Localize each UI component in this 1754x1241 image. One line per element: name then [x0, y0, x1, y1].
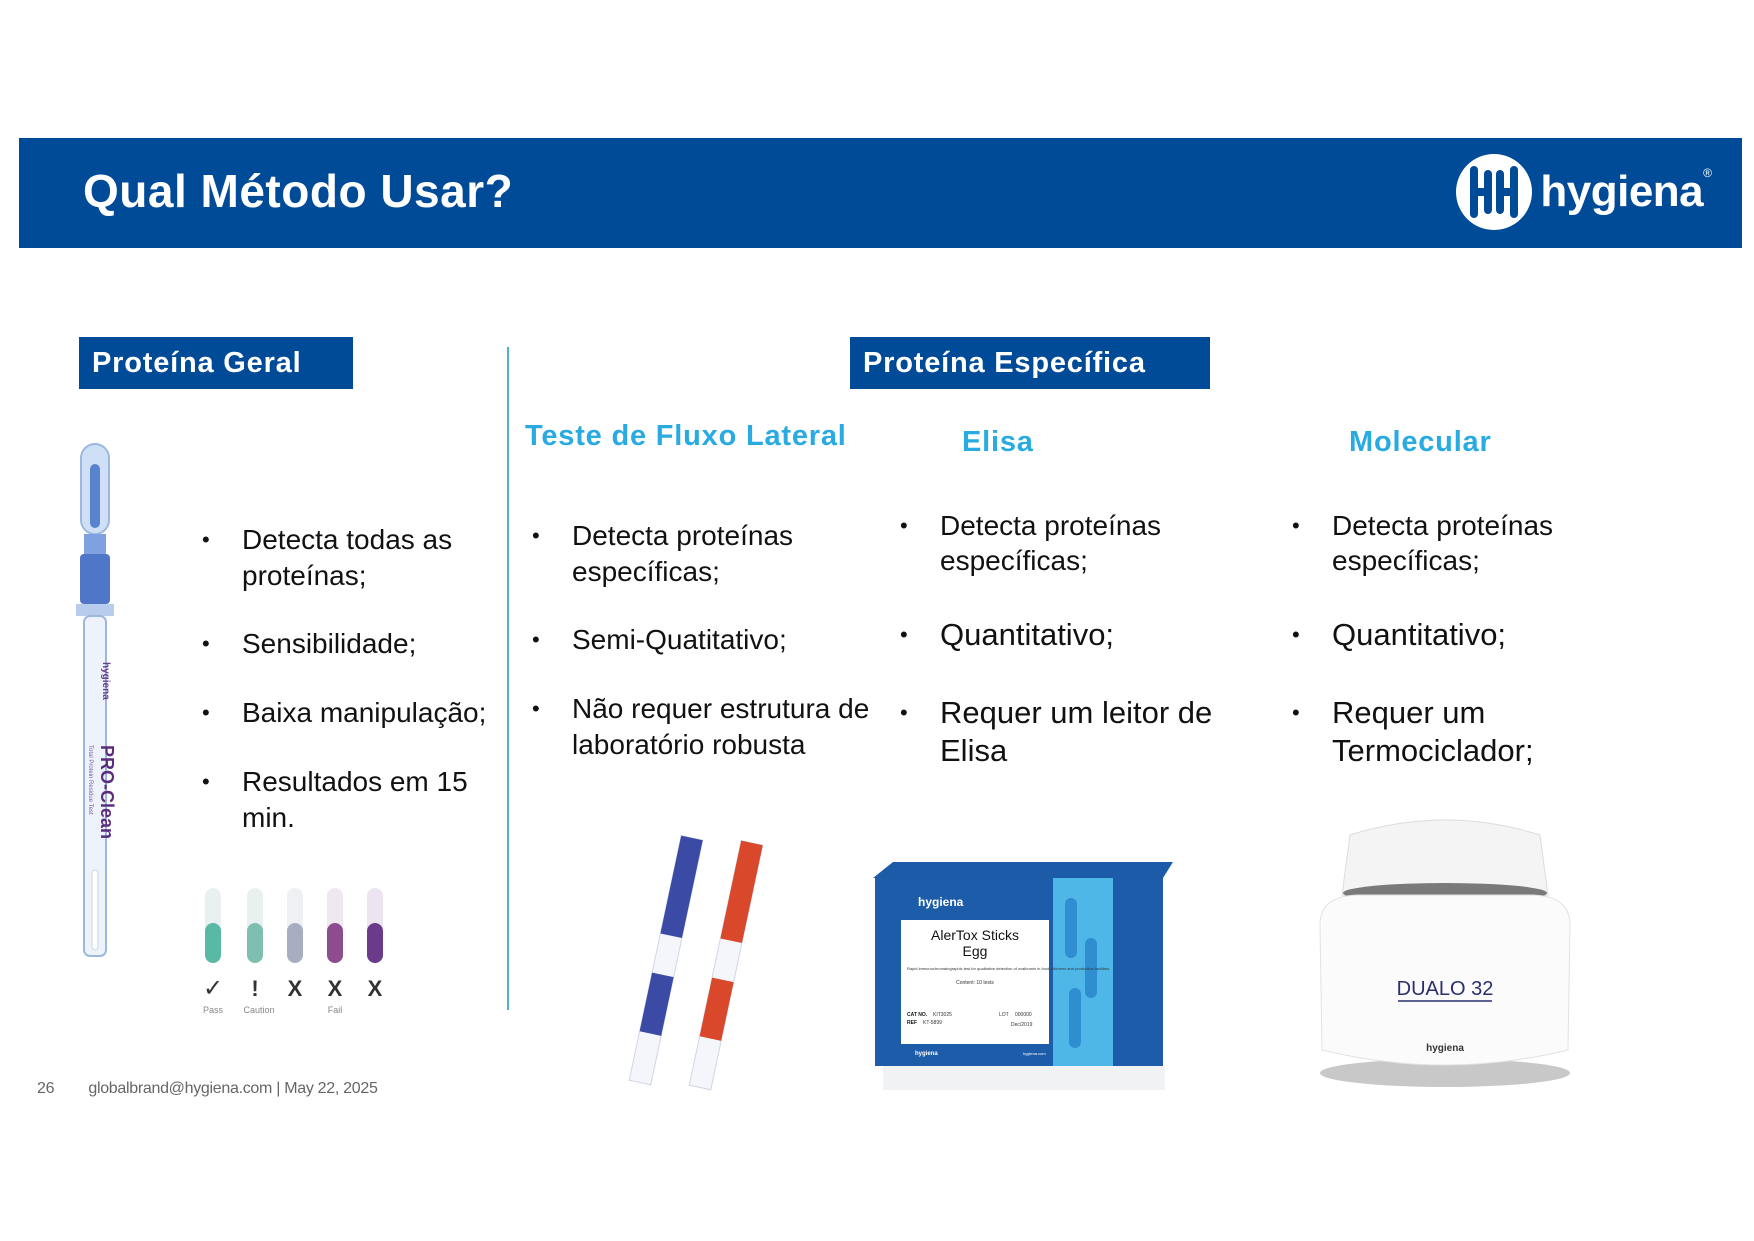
swab-product-text: PRO-Clean: [97, 745, 117, 840]
kit-description: Rapid immunochromatographic test for qualitative detection of ovalbumin in food, kitchens and production facilities.: [907, 966, 1111, 971]
lateral-flow-bullets: [532, 518, 872, 763]
elisa-bullets: [900, 508, 1260, 770]
bullet-item: • Quantitativo;: [900, 616, 1260, 654]
bullet-item: • Detecta todas as proteínas;: [202, 522, 502, 594]
dualo-32-device-image: [1310, 815, 1580, 1090]
logo-wordmark: hygiena: [1540, 167, 1704, 216]
alertox-kit-box-image: [873, 858, 1173, 1093]
heading-lateral-flow: Teste de Fluxo Lateral: [525, 420, 847, 452]
tube-label-pass: Pass: [202, 1005, 224, 1015]
molecular-bullets: [1292, 508, 1632, 770]
footer-text: globalbrand@hygiena.com | May 22, 2025: [88, 1080, 378, 1097]
device-name-text: DUALO 32: [1396, 978, 1494, 1000]
title-banner: [19, 138, 1742, 248]
kit-cat-value: KIT3025: [933, 1012, 952, 1018]
page-number: 26: [37, 1080, 55, 1097]
bullet-item: • Detecta proteínas específicas;: [900, 508, 1260, 578]
tube-mark-pass: ✓: [202, 975, 224, 1002]
bullet-item: • Requer um Termociclador;: [1292, 694, 1632, 770]
kit-content: Content: 10 tests: [956, 980, 994, 986]
swab-brand-text: hygiena: [100, 662, 111, 700]
section-tag-specific: Proteína Específica: [850, 337, 1210, 389]
hygiena-logo: [1454, 152, 1712, 232]
result-tubes-image: [185, 888, 430, 1018]
kit-footer-url: hygiena.com: [1023, 1051, 1046, 1056]
kit-name-line1: AlerTox Sticks: [931, 927, 1019, 943]
tube-mark-fail-2: X: [327, 976, 343, 1001]
kit-lot-value: 000000: [1015, 1012, 1032, 1018]
kit-ref-label: REF: [907, 1020, 917, 1026]
kit-cat-label: CAT NO.: [907, 1012, 928, 1018]
kit-lot-label: LOT: [999, 1012, 1009, 1018]
hygiena-logo-icon: [1454, 152, 1534, 232]
slide-footer: [37, 1080, 378, 1098]
tube-mark-caution: !: [251, 976, 259, 1001]
bullet-item: • Detecta proteínas específicas;: [1292, 508, 1632, 578]
registered-mark: ®: [1703, 166, 1712, 180]
kit-name-line2: Egg: [962, 943, 988, 959]
page-title: Qual Método Usar?: [83, 165, 514, 217]
device-brand-text: hygiena: [1426, 1043, 1464, 1054]
bullet-item: • Sensibilidade;: [202, 626, 502, 662]
tube-mark-fail-1: X: [287, 976, 303, 1001]
bullet-item: • Não requer estrutura de laboratório robusta: [532, 691, 872, 763]
bullet-item: • Resultados em 15 min.: [202, 764, 502, 836]
bullet-item: • Semi-Quatitativo;: [532, 622, 872, 658]
kit-footer-brand: hygiena: [915, 1051, 938, 1057]
heading-elisa: Elisa: [962, 426, 1034, 458]
pro-clean-swab-image: [70, 440, 130, 970]
kit-brand-text: hygiena: [918, 895, 964, 909]
kit-expiry: Dec/2019: [1011, 1022, 1033, 1028]
section-tag-general: Proteína Geral: [79, 337, 353, 389]
column-divider: [507, 347, 509, 1010]
general-bullets: [202, 522, 502, 836]
bullet-item: • Requer um leitor de Elisa: [900, 694, 1260, 770]
bullet-item: • Quantitativo;: [1292, 616, 1632, 654]
kit-ref-value: KT-5899: [923, 1020, 942, 1026]
bullet-item: • Baixa manipulação;: [202, 695, 502, 731]
tube-label-fail: Fail: [327, 1005, 343, 1015]
tube-mark-fail-3: X: [367, 976, 383, 1001]
lateral-flow-strips-image: [620, 830, 770, 1095]
heading-molecular: Molecular: [1349, 426, 1492, 458]
bullet-item: • Detecta proteínas específicas;: [532, 518, 872, 590]
swab-sub-text: Total Protein Residue Test: [87, 745, 93, 815]
tube-label-caution: Caution: [243, 1005, 275, 1015]
